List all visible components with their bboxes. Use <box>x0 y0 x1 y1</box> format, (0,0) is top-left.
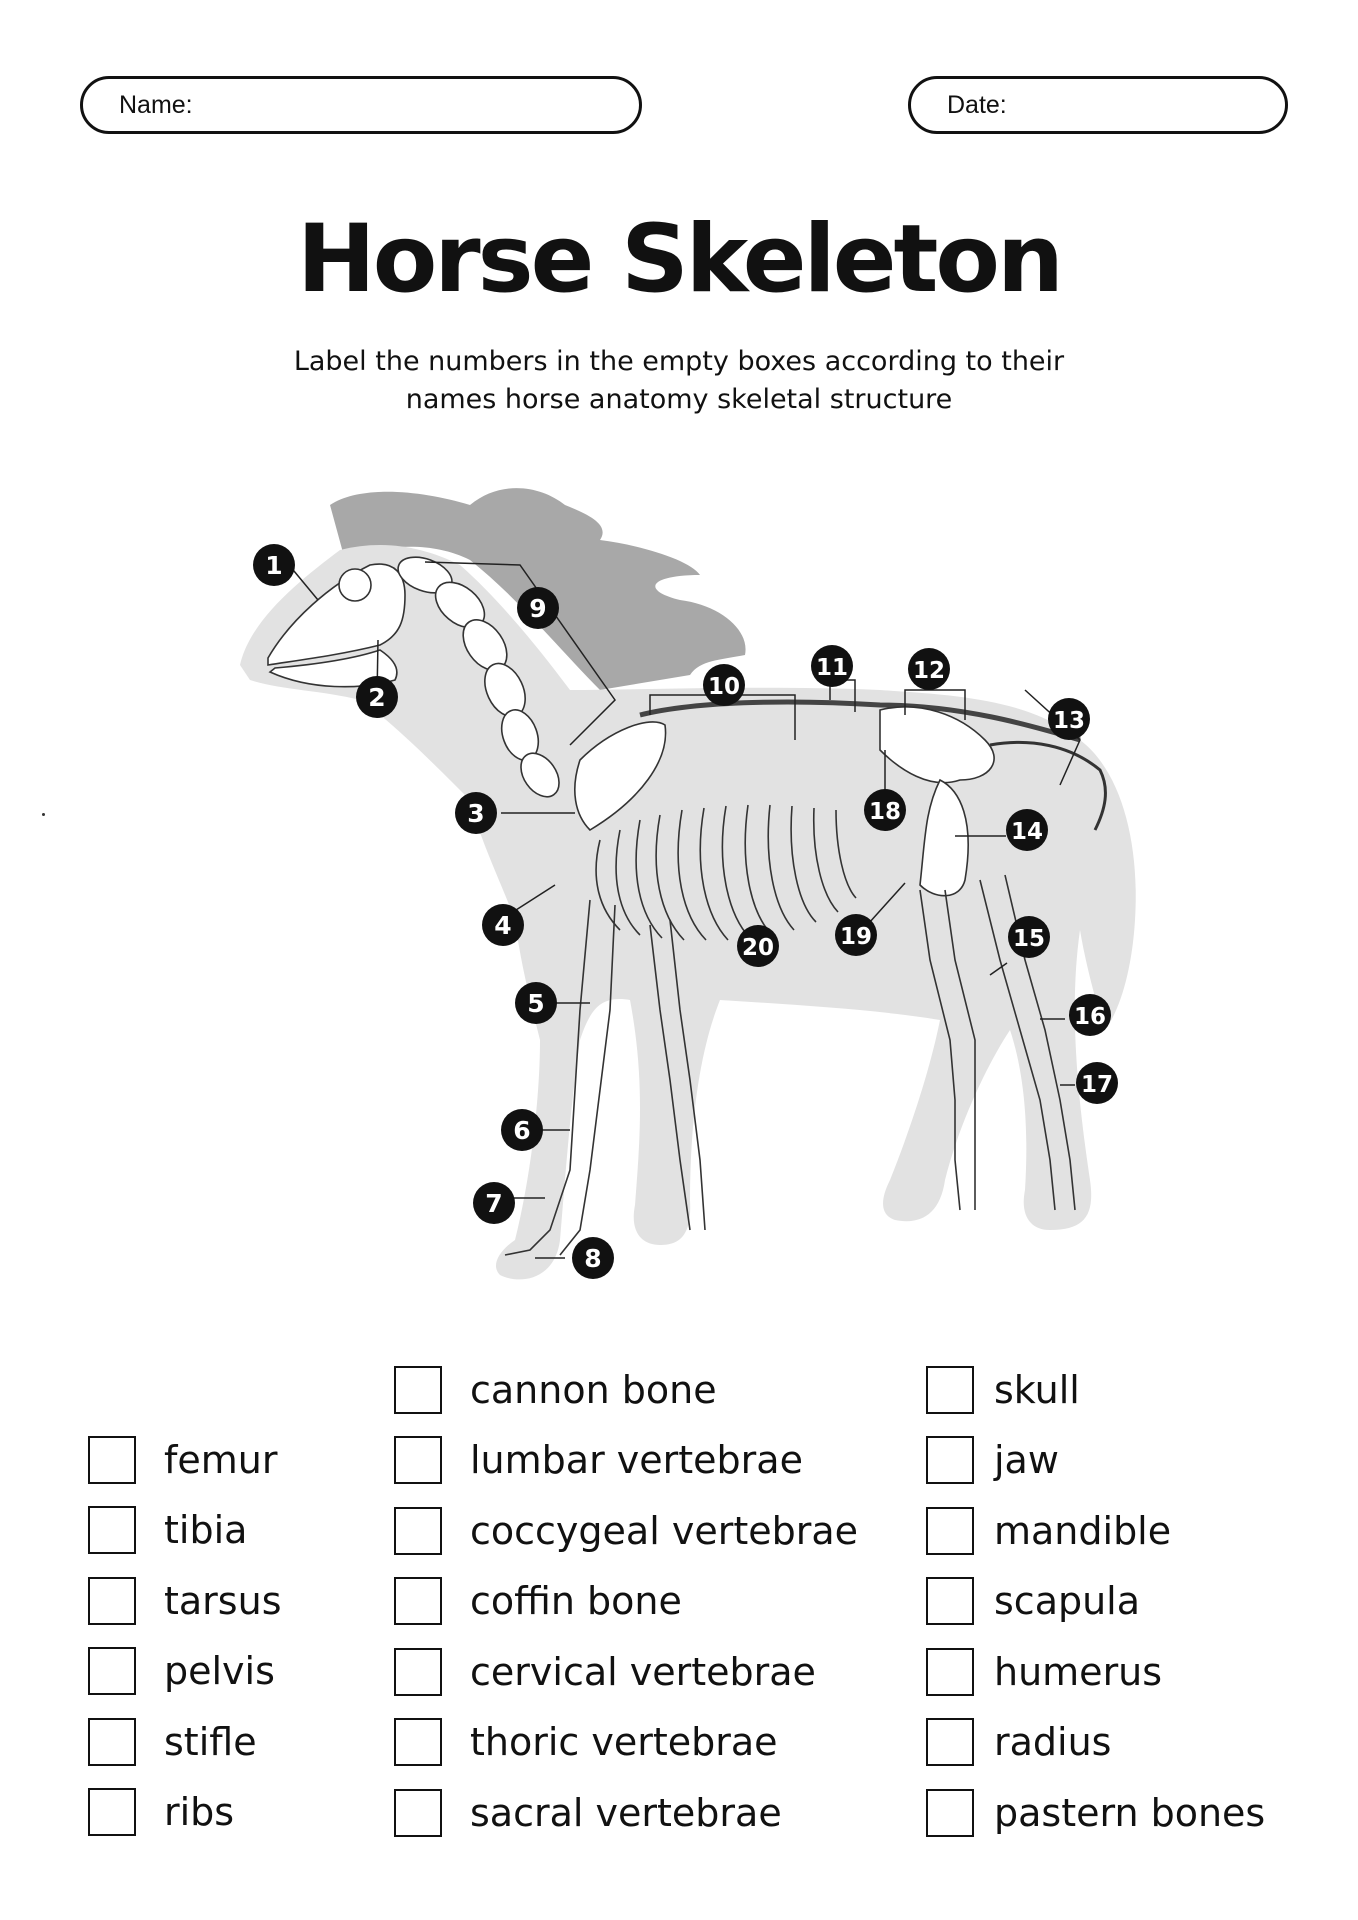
answer-label: lumbar vertebrae <box>470 1438 803 1482</box>
answer-column-2 <box>394 1363 858 1857</box>
marker-15 <box>1008 916 1050 958</box>
answer-checkbox[interactable] <box>394 1789 442 1837</box>
answer-label: scapula <box>994 1579 1141 1623</box>
answer-item <box>394 1575 858 1628</box>
answer-checkbox[interactable] <box>926 1718 974 1766</box>
answer-label: stifle <box>164 1719 257 1764</box>
page-title: Horse Skeleton <box>297 205 1061 314</box>
name-label: Name: <box>119 91 193 119</box>
answer-item <box>394 1645 858 1698</box>
answer-column-3 <box>926 1363 1265 1857</box>
answer-label: sacral vertebrae <box>470 1790 782 1835</box>
answer-checkbox[interactable] <box>394 1577 442 1625</box>
marker-17 <box>1076 1062 1118 1104</box>
answer-checkbox[interactable] <box>926 1789 974 1837</box>
answer-checkbox[interactable] <box>394 1648 442 1696</box>
answer-checkbox[interactable] <box>926 1577 974 1625</box>
answer-checkbox[interactable] <box>88 1436 136 1484</box>
marker-13 <box>1048 698 1090 740</box>
svg-text:13: 13 <box>1052 708 1086 734</box>
answer-label: ribs <box>164 1790 235 1834</box>
answer-item <box>88 1715 282 1768</box>
marker-7 <box>473 1182 515 1224</box>
marker-16 <box>1069 994 1111 1036</box>
eye-socket-illustration <box>339 569 371 601</box>
svg-text:18: 18 <box>868 799 902 825</box>
marker-5 <box>515 982 557 1024</box>
svg-text:11: 11 <box>815 655 849 681</box>
answer-label: cannon bone <box>470 1367 717 1412</box>
answer-checkbox[interactable] <box>926 1436 974 1484</box>
svg-text:3: 3 <box>467 799 485 828</box>
answer-checkbox[interactable] <box>394 1366 442 1414</box>
answer-label: tibia <box>164 1508 248 1552</box>
svg-text:19: 19 <box>839 924 873 950</box>
svg-text:6: 6 <box>513 1116 531 1145</box>
answer-item <box>926 1504 1265 1557</box>
answer-checkbox[interactable] <box>88 1577 136 1625</box>
answer-item <box>926 1363 1265 1416</box>
svg-text:1: 1 <box>265 551 283 580</box>
answer-column-1 <box>88 1433 282 1856</box>
svg-text:5: 5 <box>527 989 545 1018</box>
svg-text:17: 17 <box>1080 1072 1114 1098</box>
answer-item <box>394 1786 858 1839</box>
answer-checkbox[interactable] <box>394 1718 442 1766</box>
answer-label: pelvis <box>164 1649 275 1693</box>
marker-11 <box>811 645 853 687</box>
answer-label: thoric vertebrae <box>470 1720 778 1764</box>
svg-text:14: 14 <box>1010 819 1044 845</box>
marker-3 <box>455 792 497 834</box>
answer-item <box>88 1504 282 1557</box>
svg-text:15: 15 <box>1012 926 1046 952</box>
svg-text:9: 9 <box>529 594 547 623</box>
answer-checkbox[interactable] <box>88 1506 136 1554</box>
answer-item <box>88 1433 282 1486</box>
marker-12 <box>908 648 950 690</box>
svg-text:4: 4 <box>494 911 512 940</box>
marker-19 <box>835 914 877 956</box>
answer-label: pastern bones <box>994 1790 1266 1835</box>
svg-text:2: 2 <box>368 683 386 712</box>
marker-4 <box>482 904 524 946</box>
answer-item <box>926 1434 1265 1487</box>
answer-checkbox[interactable] <box>88 1788 136 1836</box>
svg-text:7: 7 <box>485 1189 503 1218</box>
marker-2 <box>356 676 398 718</box>
marker-8 <box>572 1237 614 1279</box>
answer-item <box>394 1434 858 1487</box>
answer-item <box>926 1716 1265 1769</box>
marker-14 <box>1006 809 1048 851</box>
answer-label: cervical vertebrae <box>470 1649 816 1694</box>
answer-checkbox[interactable] <box>926 1507 974 1555</box>
svg-text:16: 16 <box>1073 1004 1107 1030</box>
answer-item <box>394 1504 858 1557</box>
answer-checkbox[interactable] <box>926 1366 974 1414</box>
marker-20 <box>737 925 779 967</box>
answer-item <box>926 1786 1265 1839</box>
answer-item <box>926 1575 1265 1628</box>
answer-item <box>394 1716 858 1769</box>
marker-9 <box>517 587 559 629</box>
answer-label: coffin bone <box>470 1579 682 1623</box>
answer-checkbox[interactable] <box>926 1648 974 1696</box>
answer-label: femur <box>164 1437 278 1482</box>
date-label: Date: <box>947 91 1007 119</box>
marker-10 <box>703 664 745 706</box>
answer-item <box>88 1574 282 1627</box>
svg-text:20: 20 <box>741 935 775 961</box>
answer-checkbox[interactable] <box>88 1647 136 1695</box>
answer-item <box>88 1786 282 1839</box>
instructions-line-1: Label the numbers in the empty boxes according to their <box>293 346 1065 377</box>
answer-label: humerus <box>994 1649 1163 1694</box>
answer-label: jaw <box>994 1438 1059 1482</box>
answer-label: tarsus <box>164 1578 282 1623</box>
answer-item <box>394 1363 858 1416</box>
answer-label: coccygeal vertebrae <box>470 1508 859 1553</box>
svg-text:12: 12 <box>912 658 946 684</box>
answer-checkbox[interactable] <box>394 1507 442 1555</box>
answer-item <box>926 1645 1265 1698</box>
answer-checkbox[interactable] <box>88 1718 136 1766</box>
svg-text:10: 10 <box>707 674 741 700</box>
marker-6 <box>501 1109 543 1151</box>
answer-checkbox[interactable] <box>394 1436 442 1484</box>
answer-label: skull <box>994 1367 1080 1412</box>
answer-label: radius <box>994 1720 1112 1764</box>
answer-label: mandible <box>994 1508 1172 1553</box>
answer-item <box>88 1645 282 1698</box>
instructions-line-2: names horse anatomy skeletal structure <box>405 384 953 415</box>
marker-18 <box>864 789 906 831</box>
svg-text:8: 8 <box>584 1244 602 1273</box>
marker-1 <box>253 544 295 586</box>
